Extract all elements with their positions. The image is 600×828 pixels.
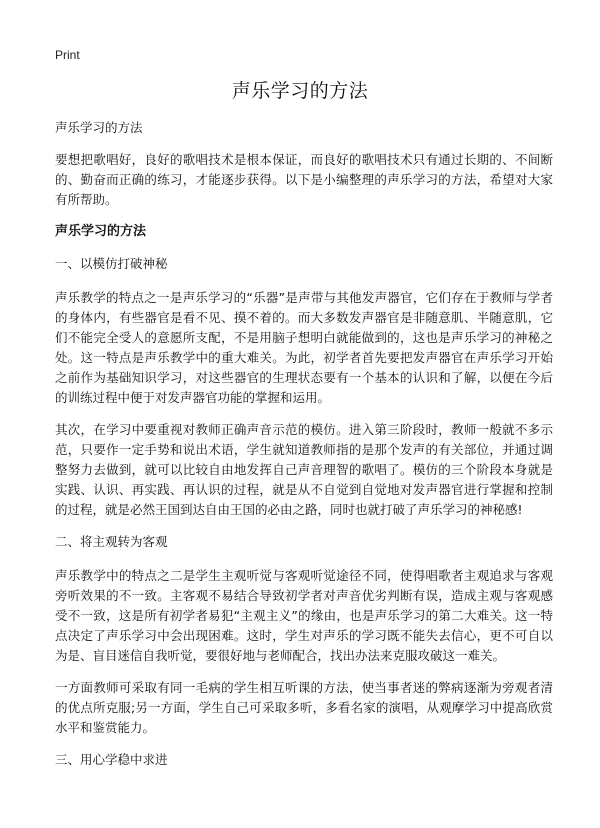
section-heading: 声乐学习的方法 bbox=[55, 224, 147, 239]
print-link[interactable]: Print bbox=[55, 48, 80, 62]
part-paragraph: 一方面教师可采取有同一毛病的学生相互听课的方法，使当事者迷的弊病逐渐为旁观者清的优点所克服;另一方面，学生自己可采取多听，多看名家的演唱，从观摩学习中提高欣赏水平和鉴赏能力。 bbox=[55, 680, 553, 735]
part-paragraph: 其次，在学习中要重视对教师正确声音示范的模仿。进入第三阶段时，教师一般就不多示范，只要作一定手势和说出术语，学生就知道教师指的是那个发声的有关部位，并通过调整努力去做到，就可以比较自由地发挥自己声音理智的歌唱了。模仿的三个阶段本身就是实践、认识、再实践、再认识的过程，就是从不自觉到自觉地对发声器官进行掌握和控制的过程，就是必然王国到达自由王国的必由之路，同时也就打破了声乐学习的神秘感! bbox=[55, 422, 553, 517]
part-2 bbox=[55, 532, 553, 738]
part-paragraph: 声乐教学的特点之一是声乐学习的“乐器”是声带与其他发声器官，它们存在于教师与学者的身体内，有些器官是看不见、摸不着的。而大多数发声器官是非随意肌、半随意肌，它们不能完全受人的意愿所支配，不是用脑子想明白就能做到的，这也是声乐学习的神秘之处。这一特点是声乐教学中的重大难关。为此，初学者首先要把发声器官在声乐学习开始之前作为基础知识学习，对这些器官的生理状态要有一个基本的认识和了解，以便在今后的训练过程中便于对发声器官功能的掌握和运用。 bbox=[55, 290, 553, 405]
page-title: 声乐学习的方法 bbox=[231, 80, 369, 102]
part-heading: 一、以模仿打破神秘 bbox=[55, 256, 168, 271]
part-paragraph: 声乐教学中的特点之二是学生主观听觉与客观听觉途径不同，使得唱歌者主观追求与客观旁听效果的不一致。主客观不易结合导致初学者对声音优劣判断有误，造成主观与客观感受不一致，这是所有初学者易犯“主观主义”的缘由，也是声乐学习的第二大难关。这一特点决定了声乐学习中会出现困难。这时，学生对声乐的学习既不能失去信心，更不可自以为是、盲目迷信自我听觉，要很好地与老师配合，找出办法来克服攻破这一难关。 bbox=[55, 568, 553, 663]
part-1 bbox=[55, 254, 553, 520]
part-heading: 二、将主观转为客观 bbox=[55, 534, 168, 549]
part-heading: 三、用心学稳中求进 bbox=[55, 752, 168, 767]
intro-paragraph: 要想把歌唱好，良好的歌唱技术是根本保证，而良好的歌唱技术只有通过长期的、不间断的、勤奋而正确的练习，才能逐步获得。以下是小编整理的声乐学习的方法，希望对大家有所帮助。 bbox=[55, 152, 553, 207]
part-3 bbox=[55, 750, 553, 770]
article-subtitle: 声乐学习的方法 bbox=[55, 120, 143, 135]
article-body bbox=[55, 118, 553, 784]
